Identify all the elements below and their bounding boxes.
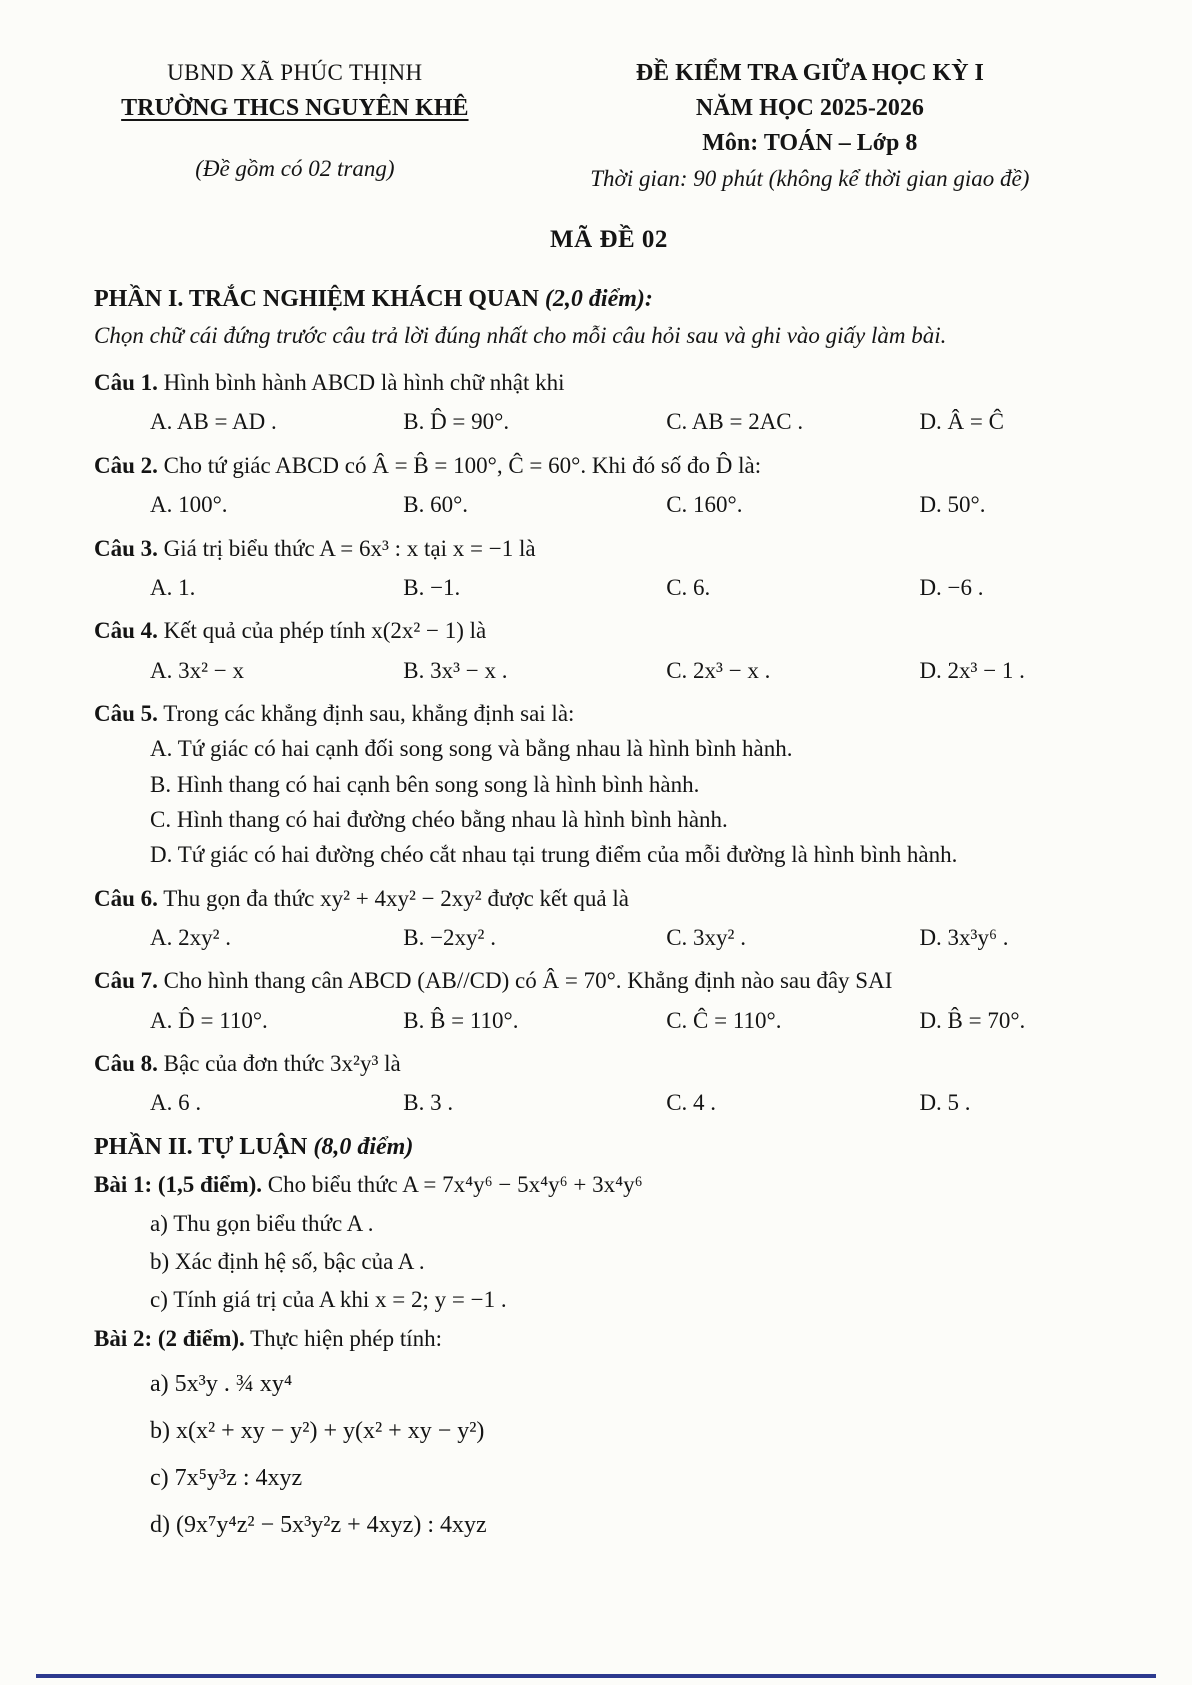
- question-6-text-row: [94, 882, 1124, 915]
- problem-1-item-a: a) Thu gọn biểu thức A .: [150, 1210, 374, 1236]
- option-a: A. AB = AD .: [150, 409, 277, 435]
- problem-2-item-d: d) (9x⁷y⁴z² − 5x³y²z + 4xyz) : 4xyz: [150, 1511, 487, 1538]
- exam-info-block: [496, 56, 1124, 196]
- question-7-options: [94, 1004, 1124, 1037]
- option-c: C. Ĉ = 110°.: [666, 1007, 782, 1033]
- option-c: C. Hình thang có hai đường chéo bằng nhau là hình bình hành.: [150, 806, 728, 832]
- option-a: A. D̂ = 110°.: [150, 1007, 268, 1033]
- school-year: NĂM HỌC 2025-2026: [695, 94, 924, 121]
- option-c: C. 3xy² .: [666, 924, 746, 950]
- option-d: D. 3x³y⁶ .: [919, 924, 1009, 950]
- question-label: Câu 4.: [94, 618, 158, 644]
- question-6-options: [94, 921, 1124, 954]
- option-d: D. B̂ = 70°.: [919, 1007, 1026, 1033]
- option-a: A. 100°.: [150, 492, 228, 518]
- header: [94, 56, 1124, 196]
- problem-1-item-b: b) Xác định hệ số, bậc của A .: [150, 1249, 425, 1275]
- problem-2-head: [94, 1322, 1124, 1355]
- problem-2-item-b: b) x(x² + xy − y²) + y(x² + xy − y²): [150, 1417, 485, 1444]
- question-8-options: [94, 1086, 1124, 1119]
- problem-label: Bài 1: (1,5 điểm).: [94, 1172, 263, 1198]
- scan-edge-line: [36, 1674, 1156, 1678]
- option-d: D. 50°.: [919, 492, 986, 518]
- question-7: [94, 964, 1124, 1037]
- time-limit-note: Thời gian: 90 phút (không kể thời gian giao đề): [590, 166, 1030, 192]
- question-4-options: [94, 654, 1124, 687]
- question-8: [94, 1047, 1124, 1120]
- question-text: Hình bình hành ABCD là hình chữ nhật khi: [163, 370, 565, 396]
- question-label: Câu 2.: [94, 452, 158, 478]
- question-3: [94, 532, 1124, 605]
- option-c: C. 6.: [666, 574, 711, 600]
- question-2-text-row: [94, 449, 1124, 482]
- question-label: Câu 3.: [94, 535, 158, 561]
- option-d: D. 5 .: [919, 1090, 971, 1116]
- question-4: [94, 614, 1124, 687]
- question-text: Giá trị biểu thức A = 6x³ : x tại x = −1 là: [163, 535, 536, 561]
- option-b: B. −2xy² .: [403, 924, 496, 950]
- option-b: B. 3x³ − x .: [403, 657, 508, 683]
- subject-grade: Môn: TOÁN – Lớp 8: [702, 129, 918, 156]
- option-c: C. 4 .: [666, 1090, 717, 1116]
- question-label: Câu 6.: [94, 885, 158, 911]
- option-b: B. 60°.: [403, 492, 469, 518]
- problem-2: [94, 1322, 1124, 1543]
- question-4-text-row: [94, 614, 1124, 647]
- question-text: Cho hình thang cân ABCD (AB//CD) có Â = 70°. Khẳng định nào sau đây SAI: [163, 968, 893, 994]
- question-3-text-row: [94, 532, 1124, 565]
- option-c: C. 2x³ − x .: [666, 657, 771, 683]
- part1-instruction: Chọn chữ cái đứng trước câu trả lời đúng nhất cho mỗi câu hỏi sau và ghi vào giấy làm bài.: [94, 322, 947, 348]
- question-2-options: [94, 488, 1124, 521]
- problem-text: Cho biểu thức A = 7x⁴y⁶ − 5x⁴y⁶ + 3x⁴y⁶: [267, 1172, 643, 1198]
- question-7-text-row: [94, 964, 1124, 997]
- question-5-options: [94, 732, 1124, 871]
- question-6: [94, 882, 1124, 955]
- part1-points: (2,0 điểm):: [544, 285, 653, 312]
- school-name: TRƯỜNG THCS NGUYÊN KHÊ: [121, 95, 469, 122]
- option-d: D. −6 .: [919, 574, 984, 600]
- exam-title: ĐỀ KIỂM TRA GIỮA HỌC KỲ I: [635, 60, 984, 86]
- problem-1: [94, 1168, 1124, 1316]
- question-label: Câu 7.: [94, 968, 158, 994]
- part1-multiple-choice: [94, 282, 1124, 1120]
- part1-title-text: PHẦN I. TRẮC NGHIỆM KHÁCH QUAN: [94, 285, 539, 312]
- option-d: D. Tứ giác có hai đường chéo cắt nhau tại trung điểm của mỗi đường là hình bình hành.: [150, 842, 958, 868]
- option-a: A. 2xy² .: [150, 924, 232, 950]
- exam-code: MÃ ĐỀ 02: [550, 225, 668, 253]
- option-d: D. Â = Ĉ: [919, 409, 1004, 435]
- option-d: D. 2x³ − 1 .: [919, 657, 1025, 683]
- question-5-text-row: [94, 697, 1124, 730]
- option-a: A. 3x² − x: [150, 657, 244, 683]
- problem-1-items: [94, 1207, 1124, 1317]
- problem-2-items: [94, 1367, 1124, 1542]
- problem-1-head: [94, 1168, 1124, 1201]
- problem-text: Thực hiện phép tính:: [250, 1325, 443, 1351]
- question-text: Bậc của đơn thức 3x²y³ là: [163, 1050, 401, 1076]
- question-label: Câu 1.: [94, 370, 158, 396]
- problem-1-item-c: c) Tính giá trị của A khi x = 2; y = −1 .: [150, 1287, 507, 1313]
- question-8-text-row: [94, 1047, 1124, 1080]
- question-text: Cho tứ giác ABCD có Â = B̂ = 100°, Ĉ = 60°. Khi đó số đo D̂ là:: [163, 452, 762, 478]
- option-a: A. Tứ giác có hai cạnh đối song song và bằng nhau là hình bình hành.: [150, 736, 793, 762]
- option-b: B. Hình thang có hai cạnh bên song song là hình bình hành.: [150, 771, 700, 797]
- option-b: B. 3 .: [403, 1090, 454, 1116]
- question-label: Câu 8.: [94, 1050, 158, 1076]
- option-c: C. AB = 2AC .: [666, 409, 804, 435]
- page-count-note: (Đề gồm có 02 trang): [195, 156, 395, 182]
- question-label: Câu 5.: [94, 700, 158, 726]
- part2-title: [94, 1130, 1124, 1165]
- question-text: Kết quả của phép tính x(2x² − 1) là: [163, 618, 487, 644]
- part2-points: (8,0 điểm): [313, 1133, 414, 1160]
- option-a: A. 6 .: [150, 1090, 202, 1116]
- question-text: Trong các khẳng định sau, khẳng định sai là:: [163, 700, 575, 726]
- option-c: C. 160°.: [666, 492, 743, 518]
- question-text: Thu gọn đa thức xy² + 4xy² − 2xy² được kết quả là: [163, 885, 629, 911]
- question-5: [94, 697, 1124, 872]
- org-name: UBND XÃ PHÚC THỊNH: [167, 60, 423, 85]
- problem-2-item-a: a) 5x³y . ¾ xy⁴: [150, 1371, 293, 1398]
- question-2: [94, 449, 1124, 522]
- option-b: B. −1.: [403, 574, 461, 600]
- part2-essay: [94, 1130, 1124, 1543]
- part2-title-text: PHẦN II. TỰ LUẬN: [94, 1133, 308, 1160]
- problem-label: Bài 2: (2 điểm).: [94, 1325, 245, 1351]
- option-a: A. 1.: [150, 574, 196, 600]
- problem-2-item-c: c) 7x⁵y³z : 4xyz: [150, 1464, 303, 1491]
- option-b: B. B̂ = 110°.: [403, 1007, 519, 1033]
- part1-title: [94, 282, 1124, 317]
- option-b: B. D̂ = 90°.: [403, 409, 510, 435]
- question-3-options: [94, 571, 1124, 604]
- question-1: [94, 366, 1124, 439]
- question-1-options: [94, 405, 1124, 438]
- issuing-org-block: [94, 56, 496, 196]
- question-1-text-row: [94, 366, 1124, 399]
